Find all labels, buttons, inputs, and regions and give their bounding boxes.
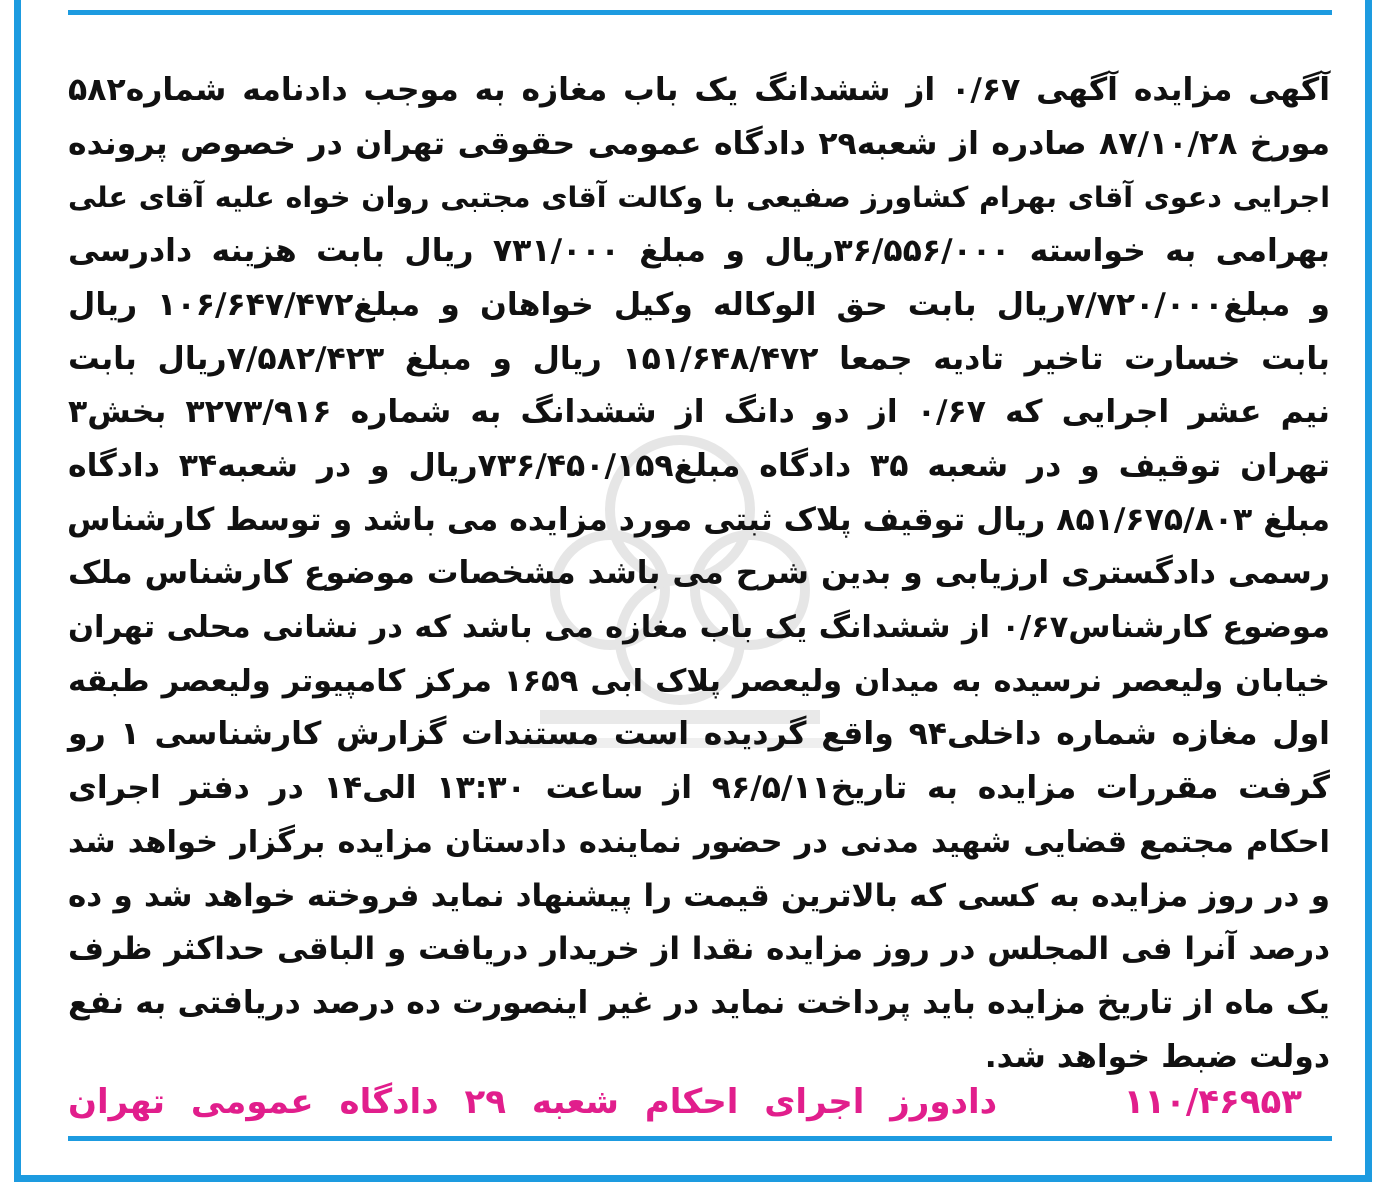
body-line: مورخ ۸۷/۱۰/۲۸ صادره از شعبه۲۹ دادگاه عمومی حقوقی تهران در خصوص پرونده <box>68 125 1330 162</box>
body-line: خیابان ولیعصر نرسیده به میدان ولیعصر پلاک ابی ۱۶۵۹ مرکز کامپیوتر ولیعصر طبقه <box>68 663 1330 699</box>
announcement-number: ۱۱۰/۴۶۹۵۳ <box>1123 1082 1302 1122</box>
top-divider <box>68 10 1332 15</box>
body-line: دولت ضبط خواهد شد. <box>984 1038 1330 1075</box>
body-line: نیم عشر اجرایی که ۰/۶۷ از دو دانگ از ششدانگ به شماره ۳۲۷۳/۹۱۶ بخش۳ <box>68 394 1330 431</box>
issuer-name: دادورز اجرای احکام شعبه ۲۹ دادگاه عمومی تهران <box>68 1082 998 1122</box>
body-line: گرفت مقررات مزایده به تاریخ۹۶/۵/۱۱ از ساعت ۱۳:۳۰ الی۱۴ در دفتر اجرای <box>68 770 1331 807</box>
body-line: آگهی مزایده آگهی ۰/۶۷ از ششدانگ یک باب مغازه به موجب دادنامه شماره۵۸۲ <box>68 72 1330 108</box>
body-line: و مبلغ۷/۷۲۰/۰۰۰ریال بابت حق الوکاله وکیل خواهان و مبلغ۱۰۶/۶۴۷/۴۷۲ ریال <box>68 286 1330 323</box>
body-line: تهران توقیف و در شعبه ۳۵ دادگاه مبلغ۷۳۶/۴۵۰/۱۵۹ریال و در شعبه۳۴ دادگاه <box>68 447 1331 484</box>
body-line: احکام مجتمع قضایی شهید مدنی در حضور نماینده دادستان مزایده برگزار خواهد شد <box>68 824 1330 860</box>
body-line: بهرامی به خواسته ۳۶/۵۵۶/۰۰۰ریال و مبلغ ۷۳۱/۰۰۰ ریال بابت هزینه دادرسی <box>68 233 1331 270</box>
body-line: یک ماه از تاریخ مزایده باید پرداخت نماید در غیر اینصورت ده درصد دریافتی به نفع <box>68 984 1330 1021</box>
body-line: درصد آنرا فی المجلس در روز مزایده نقدا از خریدار دریافت و الباقی حداکثر ظرف <box>68 931 1330 968</box>
body-line: موضوع کارشناس۰/۶۷ از ششدانگ یک باب مغازه می باشد که در نشانی محلی تهران <box>68 610 1330 646</box>
body-line: رسمی دادگستری ارزیابی و بدین شرح می باشد مشخصات موضوع کارشناس ملک <box>68 555 1330 592</box>
body-line: بابت خسارت تاخیر تادیه جمعا ۱۵۱/۶۴۸/۴۷۲ ریال و مبلغ ۷/۵۸۲/۴۲۳ریال بابت <box>68 340 1331 377</box>
body-line: اول مغازه شماره داخلی۹۴ واقع گردیده است مستندات گزارش کارشناسی ۱ رو <box>68 716 1330 753</box>
body-line: مبلغ ۸۵۱/۶۷۵/۸۰۳ ریال توقیف پلاک ثبتی مورد مزایده می باشد و توسط کارشناس <box>66 501 1330 538</box>
bottom-divider <box>68 1136 1332 1141</box>
body-line: اجرایی دعوی آقای بهرام کشاورز صفیعی با وکالت آقای مجتبی روان خواه علیه آقای علی <box>68 181 1330 215</box>
body-line: و در روز مزایده به کسی که بالاترین قیمت را پیشنهاد نماید فروخته خواهد شد و ده <box>68 877 1330 914</box>
announcement-body <box>68 64 1330 1084</box>
signature-line <box>68 1082 1330 1122</box>
